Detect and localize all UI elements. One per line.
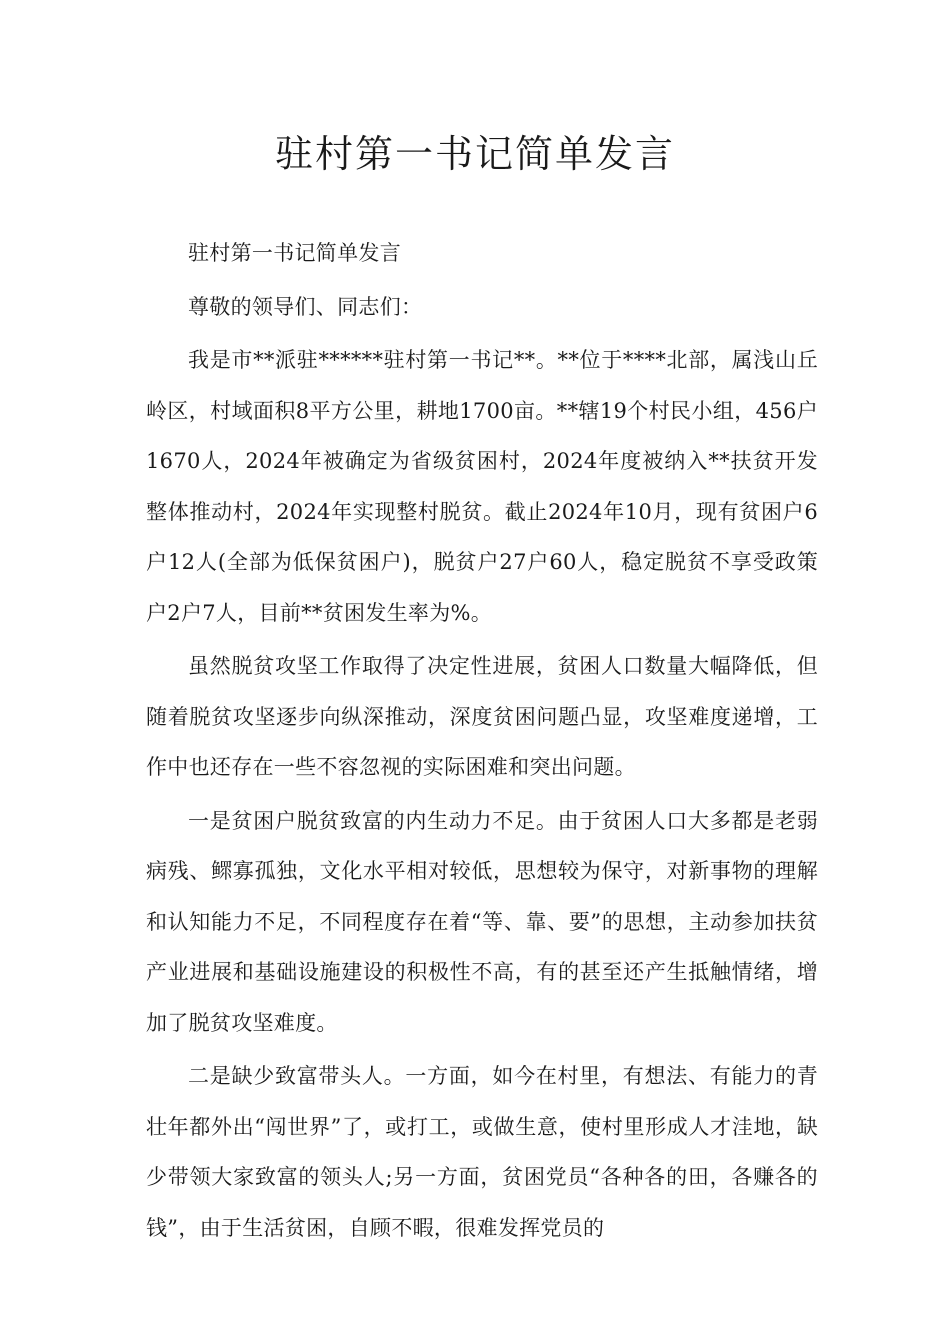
- document-body: [146, 228, 818, 1256]
- paragraph-problem-two: 二是缺少致富带头人。一方面，如今在村里，有想法、有能力的青壮年都外出“闯世界”了，或打工，或做生意，使村里形成人才洼地，缺少带领大家致富的领头人;另一方面，贫困党员“各种各的田，各赚各的钱”，由于生活贫困，自顾不暇，很难发挥党员的: [146, 1064, 818, 1240]
- paragraph-problem-one: 一是贫困户脱贫致富的内生动力不足。由于贫困人口大多都是老弱病残、鳏寡孤独，文化水平相对较低，思想较为保守，对新事物的理解和认知能力不足，不同程度存在着“等、靠、要”的思想，主动参加扶贫产业进展和基础设施建设的积极性不高，有的甚至还产生抵触情绪，增加了脱贫攻坚难度。: [146, 808, 818, 1035]
- paragraph-problems-overview: 虽然脱贫攻坚工作取得了决定性进展，贫困人口数量大幅降低，但随着脱贫攻坚逐步向纵深推动，深度贫困问题凸显，攻坚难度递增，工作中也还存在一些不容忽视的实际困难和突出问题。: [146, 654, 818, 779]
- paragraph-introduction: 我是市**派驻******驻村第一书记**。**位于****北部，属浅山丘岭区，村域面积8平方公里，耕地1700亩。**辖19个村民小组，456户1670人，2024年被确定为省级贫困村，2024年度被纳入**扶贫开发整体推动村，2024年实现整村脱贫。截止2024年10月，现有贫困户6户12人(全部为低保贫困户)，脱贫户27户60人，稳定脱贫不享受政策户2户7人，目前**贫困发生率为%。: [146, 348, 818, 625]
- paragraph-subtitle: 驻村第一书记简单发言: [188, 241, 401, 265]
- paragraph-salutation: 尊敬的领导们、同志们：: [188, 294, 423, 319]
- page-title: 驻村第一书记简单发言: [274, 132, 675, 176]
